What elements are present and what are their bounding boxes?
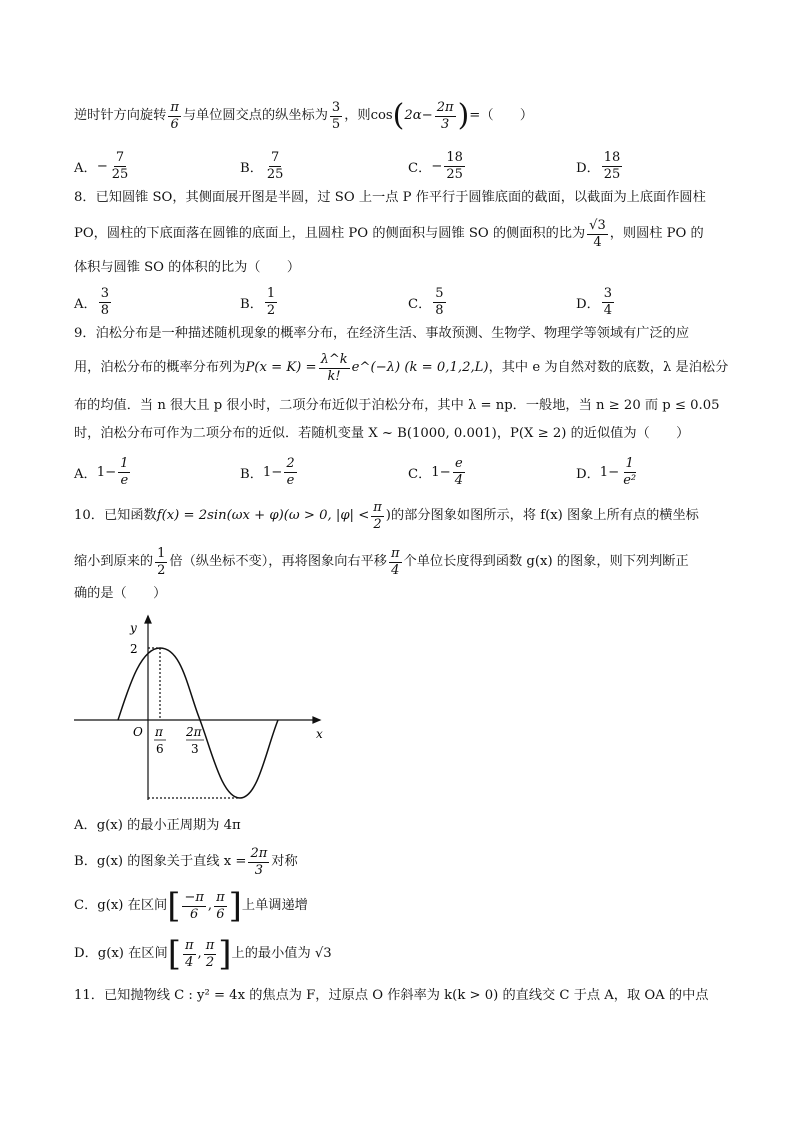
q10-pi2-frac: $\frac{\pi}{2}$ bbox=[373, 499, 382, 532]
q9-exp: e^(−λ) (k = 0,1,2,L) bbox=[351, 360, 489, 375]
x-tick-pi6-den: 6 bbox=[156, 742, 164, 756]
q10-option-a[interactable]: A．g(x) 的最小正周期为 4π bbox=[74, 818, 241, 833]
q7-option-b[interactable]: B． $\frac{7}{25}$ bbox=[240, 149, 284, 182]
q8-option-c[interactable]: C． $\frac{5}{8}$ bbox=[408, 285, 444, 318]
q11-line-1: 11．已知抛物线 C : y² = 4x 的焦点为 F，过原点 O 作斜率为 k(k > 0) 的直线交 C 于点 A，取 OA 的中点 bbox=[74, 988, 709, 1003]
q8-option-a[interactable]: A． $\frac{3}{8}$ bbox=[74, 285, 109, 318]
q7-text-a: 逆时针方向旋转 bbox=[74, 108, 167, 123]
q7-text-d: =（ ） bbox=[469, 108, 534, 123]
q7-paren-left: ( bbox=[392, 98, 405, 133]
q8-line-1: 8．已知圆锥 SO，其侧面展开图是半圆，过 SO 上一点 P 作平行于圆锥底面的截面，以截面为上底面作圆柱 bbox=[74, 190, 706, 205]
q10-option-d[interactable]: D．g(x) 在区间 [ $\frac{\pi}{4}$ , $\frac{\pi}{2}$ ] 上的最小值为 √3 bbox=[74, 934, 332, 974]
q9-option-a[interactable]: A． 1− $\frac{1}{e}$ bbox=[74, 455, 129, 488]
q10-line-2: 缩小到原来的 $\frac{1}{2}$ 倍（纵坐标不变），再将图象向右平移 $\frac{\pi}{4}$ 个单位长度得到函数 g(x) 的图象，则下列判断正 bbox=[74, 545, 689, 578]
y-axis-arrow bbox=[145, 616, 151, 623]
q7-text-b: 与单位圆交点的纵坐标为 bbox=[182, 108, 328, 123]
q9-option-d[interactable]: D． 1− $\frac{1}{\text{e²}}$ bbox=[576, 455, 637, 488]
q10-shift-frac: $\frac{\pi}{4}$ bbox=[391, 545, 400, 578]
q7-option-a[interactable]: A． − $\frac{7}{25}$ bbox=[74, 149, 129, 182]
q9-option-c[interactable]: C． 1− $\frac{e}{4}$ bbox=[408, 455, 464, 488]
q7-cos: cos bbox=[370, 108, 393, 123]
q10-option-b[interactable]: B．g(x) 的图象关于直线 x = $\frac{2\pi}{3}$ 对称 bbox=[74, 845, 298, 878]
q9-option-b[interactable]: B． 1− $\frac{2}{e}$ bbox=[240, 455, 295, 488]
origin-label: O bbox=[133, 725, 143, 739]
q8-options bbox=[74, 282, 734, 322]
x-tick-pi6-num: π bbox=[155, 725, 163, 739]
q8-ratio-frac: $\frac{√3}{4}$ bbox=[589, 217, 606, 250]
q8-line-2: PO，圆柱的下底面落在圆锥的底面上，且圆柱 PO 的侧面积与圆锥 SO 的侧面积的比为 $\frac{√3}{4}$ ，则圆柱 PO 的 bbox=[74, 217, 704, 250]
q10-func: f(x) = 2sin(ωx + φ)(ω > 0, |φ| < bbox=[156, 508, 370, 523]
q7-text-c: ，则 bbox=[344, 108, 371, 123]
q9-lambda-frac: $\frac{\lambda\^{}k}{k!}$ bbox=[320, 351, 348, 384]
q10-sine-graph bbox=[70, 610, 340, 810]
q10-line-1: 10．已知函数 f(x) = 2sin(ωx + φ)(ω > 0, |φ| < $\frac{\pi}{2}$ )的部分图象如图所示，将 f(x) 图象上所有点的横坐标 bbox=[74, 499, 699, 532]
q10-half-frac: $\frac{1}{2}$ bbox=[157, 545, 166, 578]
q7-paren-right: ) bbox=[457, 98, 470, 133]
q7-value-frac: $\frac{3}{5}$ bbox=[331, 99, 341, 132]
y-tick-2: 2 bbox=[130, 642, 138, 656]
y-label: y bbox=[130, 621, 137, 635]
x-label: x bbox=[316, 727, 323, 741]
q9-line-4: 时，泊松分布可作为二项分布的近似．若随机变量 X ~ B(1000, 0.001)，P(X ≥ 2) 的近似值为（ ） bbox=[74, 426, 690, 441]
q10-line-3: 确的是（ ） bbox=[74, 586, 167, 601]
x-axis-arrow bbox=[313, 717, 320, 723]
q7-options bbox=[74, 146, 734, 186]
x-tick-2pi3-num: 2π bbox=[186, 725, 202, 739]
q7-option-c[interactable]: C． − $\frac{18}{25}$ bbox=[408, 149, 463, 182]
q8-line-3: 体积与圆锥 SO 的体积的比为（ ） bbox=[74, 260, 301, 275]
q7-pi6-frac: $\frac{\pi}{6}$ bbox=[170, 99, 179, 132]
sine-curve bbox=[118, 648, 278, 798]
q9-prob-expr: P(x = K) = bbox=[245, 360, 317, 375]
q7-2pi3-frac: $\frac{2\pi}{3}$ bbox=[436, 99, 454, 132]
q10-option-c[interactable]: C．g(x) 在区间 [ $\frac{-\pi}{6}$ , $\frac{\pi}{6}$ ] 上单调递增 bbox=[74, 886, 308, 926]
q7-stem bbox=[74, 96, 728, 136]
q8-option-b[interactable]: B． $\frac{1}{2}$ bbox=[240, 285, 276, 318]
q7-two-alpha: 2α− bbox=[404, 108, 433, 123]
q8-option-d[interactable]: D． $\frac{3}{4}$ bbox=[576, 285, 613, 318]
q9-line-2: 用，泊松分布的概率分布列为 P(x = K) = $\frac{\lambda\^{}k}{k!}$ e^(−λ) (k = 0,1,2,L) ，其中 e 为自然对数的底数，λ 是泊松分 bbox=[74, 351, 729, 384]
x-tick-2pi3-den: 3 bbox=[191, 742, 199, 756]
q7-option-d[interactable]: D． $\frac{18}{25}$ bbox=[576, 149, 621, 182]
q9-options bbox=[74, 452, 734, 492]
q9-line-3: 布的均值．当 n 很大且 p 很小时，二项分布近似于泊松分布，其中 λ = np．一般地，当 n ≥ 20 而 p ≤ 0.05 bbox=[74, 398, 720, 413]
q9-line-1: 9．泊松分布是一种描述随机现象的概率分布，在经济生活、事故预测、生物学、物理学等领域有广泛的应 bbox=[74, 326, 690, 341]
